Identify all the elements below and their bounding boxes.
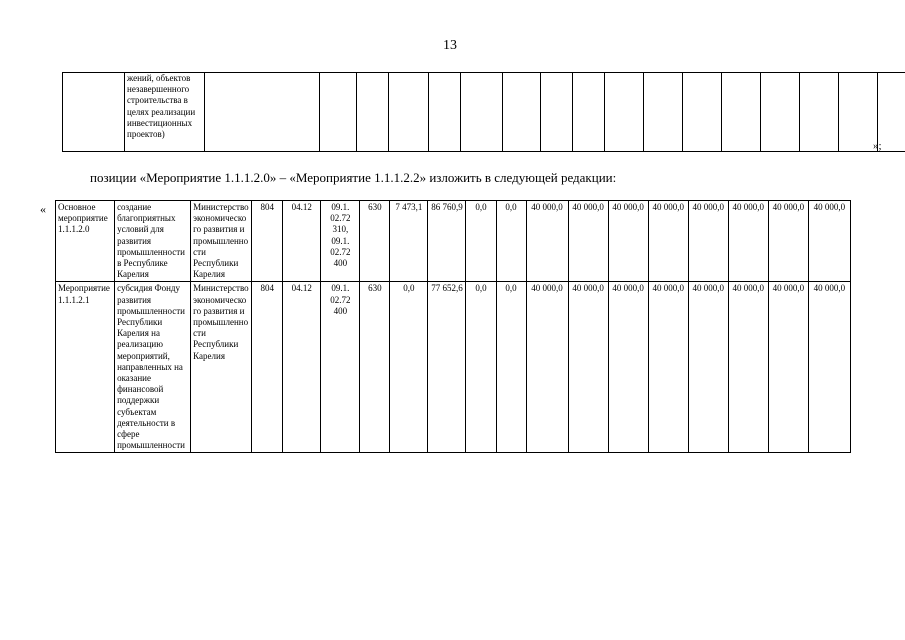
value-cell: 40 000,0 bbox=[808, 282, 850, 453]
table-cell bbox=[461, 73, 503, 152]
value-cell: 40 000,0 bbox=[808, 201, 850, 282]
value-cell: 0,0 bbox=[466, 282, 496, 453]
value-cell: 0,0 bbox=[496, 201, 526, 282]
table-cell bbox=[389, 73, 429, 152]
value-cell: 0,0 bbox=[390, 282, 428, 453]
value-cell: 7 473,1 bbox=[390, 201, 428, 282]
value-cell: 40 000,0 bbox=[688, 201, 728, 282]
table-cell bbox=[761, 73, 800, 152]
description-cell: создание благоприятных условий для развития промышленности в Республике Карелия bbox=[115, 201, 191, 282]
table-row bbox=[56, 201, 851, 282]
closing-quote: »; bbox=[873, 140, 882, 152]
instruction-text: позиции «Мероприятие 1.1.1.2.0» – «Мероприятие 1.1.1.2.2» изложить в следующей редакции: bbox=[90, 170, 617, 185]
table-cell bbox=[800, 73, 839, 152]
value-cell: 40 000,0 bbox=[768, 201, 808, 282]
vr-cell: 630 bbox=[360, 282, 390, 453]
value-cell: 86 760,9 bbox=[428, 201, 466, 282]
measures-table bbox=[55, 200, 851, 453]
vr-cell: 630 bbox=[360, 201, 390, 282]
continuation-table bbox=[62, 72, 905, 152]
page-number: 13 bbox=[443, 38, 457, 53]
value-cell: 40 000,0 bbox=[526, 201, 568, 282]
table-cell bbox=[320, 73, 357, 152]
table-cell bbox=[541, 73, 573, 152]
rzpr-cell: 04.12 bbox=[283, 282, 321, 453]
value-cell: 40 000,0 bbox=[608, 201, 648, 282]
table-cell bbox=[644, 73, 683, 152]
opening-quote: « bbox=[40, 202, 46, 216]
name-cell: Мероприятие 1.1.1.2.1 bbox=[56, 282, 115, 453]
table-cell bbox=[605, 73, 644, 152]
grbs-cell: 804 bbox=[252, 201, 283, 282]
value-cell: 40 000,0 bbox=[688, 282, 728, 453]
name-cell: Основное мероприятие 1.1.1.2.0 bbox=[56, 201, 115, 282]
table-cell bbox=[205, 73, 320, 152]
value-cell: 0,0 bbox=[466, 201, 496, 282]
grbs-cell: 804 bbox=[252, 282, 283, 453]
rzpr-cell: 04.12 bbox=[283, 201, 321, 282]
value-cell: 40 000,0 bbox=[608, 282, 648, 453]
value-cell: 40 000,0 bbox=[648, 282, 688, 453]
csr-cell: 09.1. 02.72 400 bbox=[321, 282, 360, 453]
table-cell bbox=[878, 73, 905, 152]
table-row bbox=[56, 282, 851, 453]
value-cell: 0,0 bbox=[496, 282, 526, 453]
description-cell: субсидия Фонду развития промышленности Республики Карелия на реализацию мероприятий, направленных на оказание финансовой поддержки субъектам деятельности в сфере промышленности bbox=[115, 282, 191, 453]
value-cell: 40 000,0 bbox=[568, 201, 608, 282]
table-cell bbox=[503, 73, 541, 152]
value-cell: 40 000,0 bbox=[728, 201, 768, 282]
value-cell: 40 000,0 bbox=[728, 282, 768, 453]
table-cell bbox=[839, 73, 878, 152]
table-cell bbox=[573, 73, 605, 152]
value-cell: 40 000,0 bbox=[568, 282, 608, 453]
table-cell bbox=[722, 73, 761, 152]
executor-cell: Министерство экономического развития и промышленности Республики Карелия bbox=[191, 201, 252, 282]
value-cell: 40 000,0 bbox=[648, 201, 688, 282]
csr-cell: 09.1. 02.72 310, 09.1. 02.72 400 bbox=[321, 201, 360, 282]
table-cell bbox=[63, 73, 125, 152]
executor-cell: Министерство экономического развития и промышленности Республики Карелия bbox=[191, 282, 252, 453]
value-cell: 40 000,0 bbox=[768, 282, 808, 453]
table-cell bbox=[429, 73, 461, 152]
description-cell: жений, объектов незавершенного строительства в целях реализации инвестиционных проектов) bbox=[125, 73, 205, 152]
table-row bbox=[63, 73, 905, 152]
table-cell bbox=[357, 73, 389, 152]
value-cell: 40 000,0 bbox=[526, 282, 568, 453]
value-cell: 77 652,6 bbox=[428, 282, 466, 453]
table-cell bbox=[683, 73, 722, 152]
